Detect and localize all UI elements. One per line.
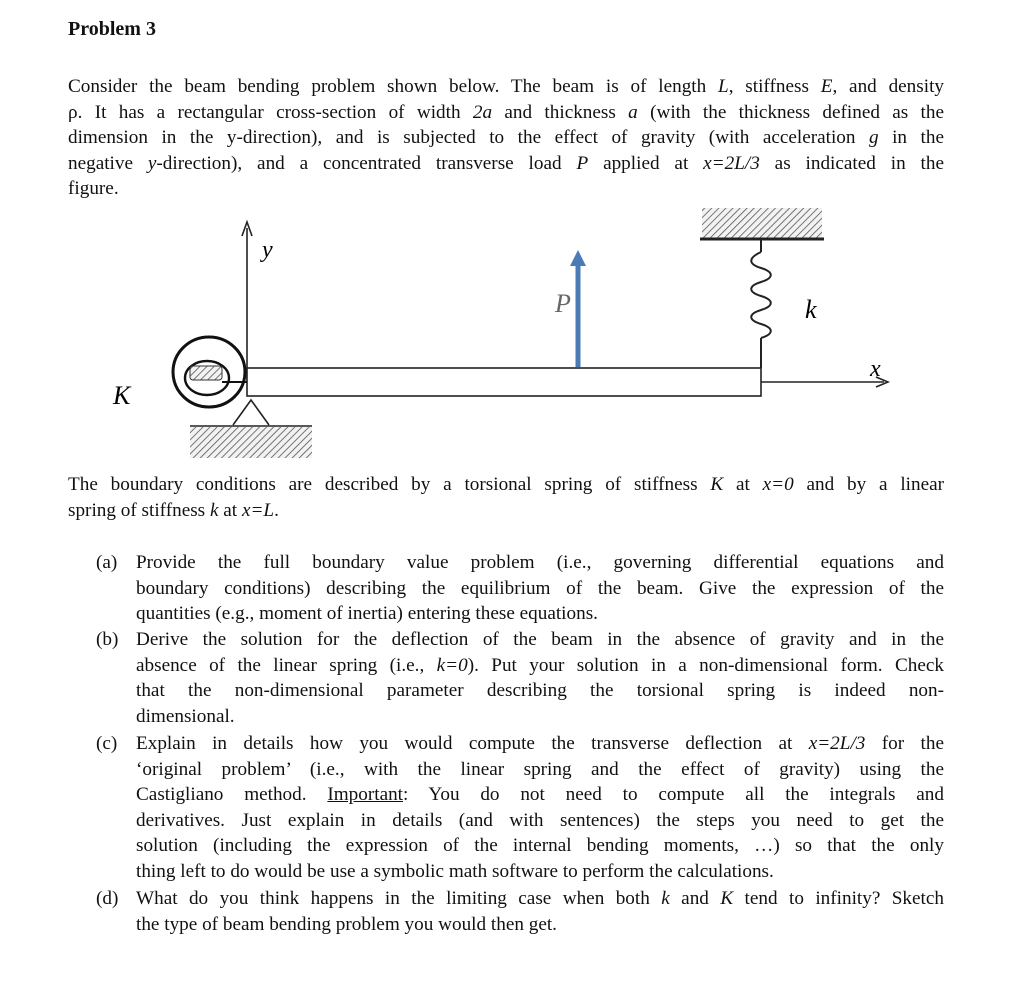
text-line: Provide the full boundary value problem (i.e., governing differential equations and <box>136 552 944 573</box>
text-line: that the non-dimensional parameter describing the torsional spring is indeed non- <box>136 680 944 702</box>
part-c-label: (c) <box>96 733 118 754</box>
text-line: solution (including the expression of the internal bending moments, …) so that the only <box>136 835 944 857</box>
text-line: quantities (e.g., moment of inertia) entering these equations. <box>136 603 598 625</box>
y-axis <box>242 222 252 380</box>
y-axis-label: y <box>262 237 273 263</box>
boundary-conditions-text <box>68 472 944 523</box>
text-line: What do you think happens in the limiting case when both k and K tend to infinity? Sketch <box>136 888 944 909</box>
beam <box>247 368 761 396</box>
text-line: dimension in the y-direction), and is subjected to the effect of gravity (with acceleration g in the <box>68 127 944 149</box>
problem-intro <box>68 74 944 202</box>
linear-spring <box>700 208 824 368</box>
part-b <box>96 627 944 729</box>
text-line: Consider the beam bending problem shown below. The beam is of length L, stiffness E, and density <box>68 76 944 97</box>
text-line: The boundary conditions are described by a torsional spring of stiffness K at x=0 and by a linear <box>68 474 944 495</box>
text-line: Castigliano method. Important: You do not need to compute all the integrals and <box>136 784 944 806</box>
part-a-text <box>136 550 944 627</box>
part-d-text <box>136 886 944 937</box>
text-line: derivatives. Just explain in details (and with sentences) the steps you need to get the <box>136 809 944 831</box>
text-line: absence of the linear spring (i.e., k=0). Put your solution in a non-dimensional form. Check <box>136 654 944 676</box>
torsional-spring <box>173 337 247 407</box>
text-line: Derive the solution for the deflection of the beam in the absence of gravity and in the <box>136 629 944 650</box>
text-line: figure. <box>68 178 119 200</box>
part-d-label: (d) <box>96 888 119 909</box>
linear-spring-label: k <box>805 295 817 324</box>
text-line: negative y-direction), and a concentrated transverse load P applied at x=2L/3 as indicated in the <box>68 152 944 174</box>
text-line: ‘original problem’ (i.e., with the linear spring and the effect of gravity) using the <box>136 758 944 780</box>
pin-support <box>190 400 312 458</box>
x-axis <box>761 377 888 387</box>
text-line: Explain in details how you would compute the transverse deflection at x=2L/3 for the <box>136 733 944 754</box>
part-a-label: (a) <box>96 552 118 573</box>
text-line: thing left to do would be use a symbolic math software to perform the calculations. <box>136 860 774 882</box>
problem-heading: Problem 3 <box>68 18 156 40</box>
part-a <box>96 550 944 627</box>
part-c <box>96 731 944 885</box>
part-c-text <box>136 731 944 885</box>
x-axis-label: x <box>870 356 881 382</box>
beam-figure <box>0 200 1024 470</box>
load-arrow <box>570 250 586 367</box>
part-b-text <box>136 627 944 729</box>
load-label: P <box>555 289 571 318</box>
part-d <box>96 886 944 937</box>
text-line: spring of stiffness k at x=L. <box>68 499 279 521</box>
text-line: the type of beam bending problem you would then get. <box>136 913 557 935</box>
text-line: dimensional. <box>136 705 235 727</box>
torsional-spring-label: K <box>113 381 131 410</box>
text-line: ρ. It has a rectangular cross-section of width 2a and thickness a (with the thickness defined as the <box>68 101 944 123</box>
text-line: boundary conditions) describing the equilibrium of the beam. Give the expression of the <box>136 577 944 599</box>
part-b-label: (b) <box>96 629 119 650</box>
